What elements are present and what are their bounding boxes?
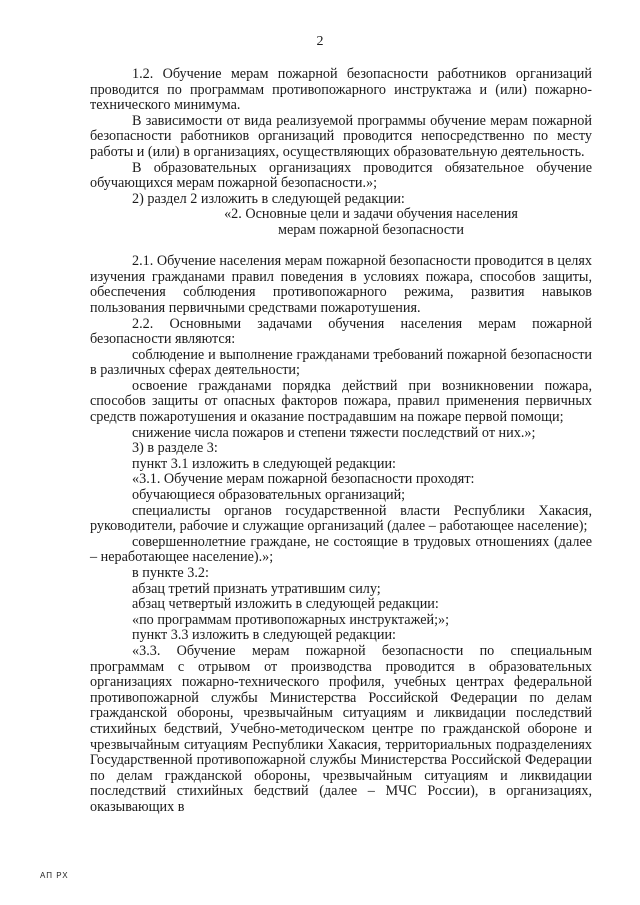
heading-spacer (90, 239, 592, 255)
paragraph-training-place: В зависимости от вида реализуемой программы обучение мерам пожарной безопасности работников организаций проводится непосредственно по месту работы и (или) в организациях, осуществляющих образовательную деятельность. (90, 112, 592, 160)
paragraph-3-3: «3.3. Обучение мерам пожарной безопасности по специальным программам с отрывом от производства проводится в образовательных организациях пожарно-технического профиля, учебных центрах федеральной противопожарной службы Министерства Российской Федерации по делам гражданской обороны, чрезвычайным ситуациям и ликвидации последствий стихийных бедствий, Учебно-методическом центре по гражданской обороне и чрезвычайным ситуациям Республики Хакасия, территориальных подразделениях Государственной противопожарной службы Министерства Российской Федерации по делам гражданской обороны, чрезвычайным ситуациям и ликвидации последствий стихийных бедствий (далее – МЧС России), в организациях, оказывающих в (90, 642, 592, 815)
paragraph-third-abzac: абзац третий признать утратившим силу; (132, 580, 381, 597)
paragraph-task-mastery: освоение гражданами порядка действий при возникновении пожара, способов защиты от опасных факторов пожара, правил применения первичных средств пожаротушения и оказание пострадавшим на пожаре первой помощи; (90, 377, 592, 426)
paragraph-instructions: «по программам противопожарных инструктажей;»; (132, 611, 450, 628)
paragraph-students: обучающиеся образовательных организаций; (132, 487, 406, 504)
paragraph-non-working-population: совершеннолетние граждане, не состоящие в трудовых отношениях (далее – неработающее население).»; (90, 533, 592, 566)
paragraph-amend-section-3: 3) в разделе 3: (132, 440, 218, 457)
document-body (90, 67, 592, 816)
section-2-heading-line-1: «2. Основные цели и задачи обучения населения (224, 206, 518, 223)
section-2-heading (90, 207, 592, 238)
footer-mark: АП РХ (40, 871, 69, 880)
paragraph-item-3-3-intro: пункт 3.3 изложить в следующей редакции: (132, 627, 396, 644)
paragraph-item-3-2-intro: в пункте 3.2: (132, 565, 209, 581)
section-2-heading-line-2: мерам пожарной безопасности (278, 221, 464, 238)
paragraph-1-2: 1.2. Обучение мерам пожарной безопасности работников организаций проводится по программам противопожарного инструктажа и (или) пожарно-технического минимума. (90, 66, 592, 114)
paragraph-task-reduction: снижение числа пожаров и степени тяжести последствий от них.»; (132, 424, 536, 441)
paragraph-item-3-1-intro: пункт 3.1 изложить в следующей редакции: (132, 455, 396, 472)
paragraph-amend-section-2: 2) раздел 2 изложить в следующей редакции: (132, 190, 405, 207)
page-number: 2 (316, 34, 324, 49)
paragraph-task-compliance: соблюдение и выполнение гражданами требований пожарной безопасности в различных сферах деятельности; (90, 346, 592, 379)
paragraph-2-1: 2.1. Обучение населения мерам пожарной безопасности проводится в целях изучения гражданами правил поведения в условиях пожара, способов защиты, обеспечения соблюдения противопожарного режима, развития навыков пользования первичными средствами пожаротушения. (90, 253, 592, 316)
paragraph-3-1: «3.1. Обучение мерам пожарной безопасности проходят: (132, 471, 475, 488)
paragraph-working-population: специалисты органов государственной власти Республики Хакасия, руководители, рабочие и служащие организаций (далее – работающее население); (90, 502, 592, 535)
paragraph-2-2: 2.2. Основными задачами обучения населения мерам пожарной безопасности являются: (90, 315, 592, 348)
paragraph-educational-orgs: В образовательных организациях проводится обязательное обучение обучающихся мерам пожарной безопасности.»; (90, 159, 592, 192)
paragraph-fourth-abzac: абзац четвертый изложить в следующей редакции: (132, 596, 439, 613)
